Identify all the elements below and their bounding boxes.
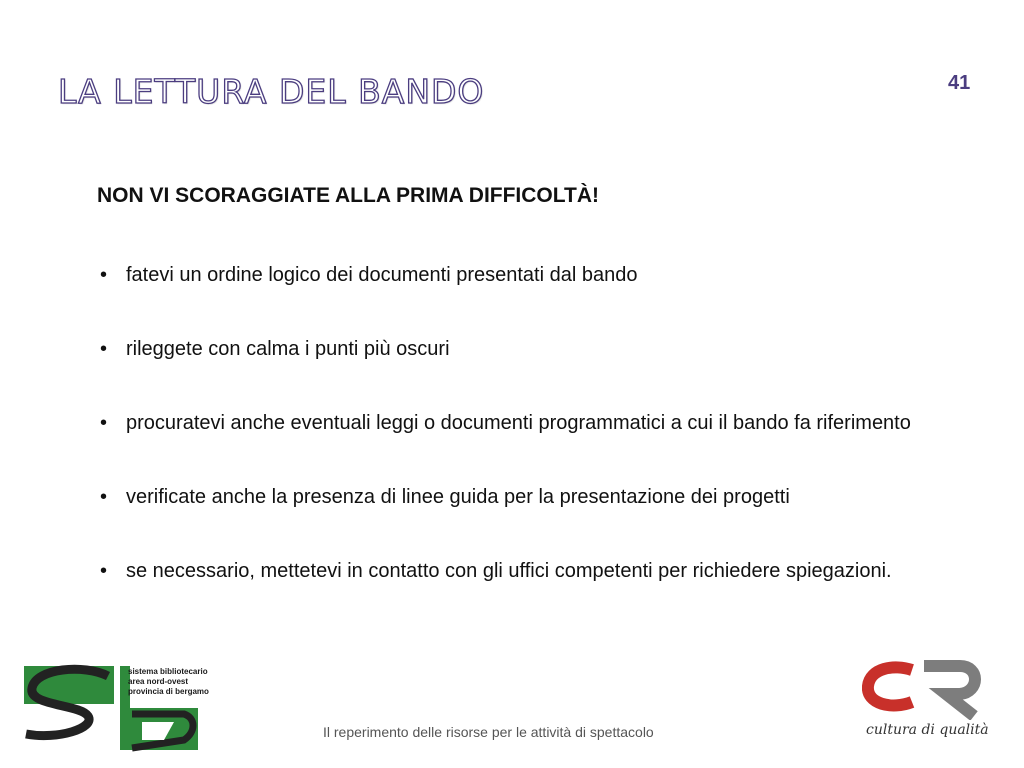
- slide-title: LA LETTURA DEL BANDO: [58, 72, 485, 111]
- bullet-text: rileggete con calma i punti più oscuri: [126, 338, 450, 360]
- bullet-text: fatevi un ordine logico dei documenti presentati dal bando: [126, 264, 638, 286]
- footer-text: Il reperimento delle risorse per le attività di spettacolo: [323, 724, 654, 740]
- bullet-text: verificate anche la presenza di linee guida per la presentazione dei progetti: [126, 486, 790, 508]
- cq-logo-tagline: cultura di qualità: [866, 722, 989, 738]
- list-item: [97, 482, 947, 512]
- bullet-marker: •: [100, 486, 108, 508]
- page-number: 41: [948, 72, 971, 94]
- cq-logo-icon: [862, 658, 986, 720]
- bullet-marker: •: [100, 560, 108, 582]
- bullet-list: [97, 260, 947, 630]
- bullet-marker: •: [100, 338, 108, 360]
- bullet-text: se necessario, mettetevi in contatto con gli uffici competenti per richiedere spiegazioni.: [126, 560, 892, 582]
- list-item: [97, 334, 947, 364]
- bullet-marker: •: [100, 412, 108, 434]
- slide-heading: NON VI SCORAGGIATE ALLA PRIMA DIFFICOLTÀ!: [97, 184, 600, 207]
- bullet-text: procuratevi anche eventuali leggi o documenti programmatici a cui il bando fa riferimento: [126, 412, 911, 434]
- list-item: [97, 260, 947, 290]
- list-item: [97, 408, 947, 438]
- sb-logo-text: sistema bibliotecario area nord-ovest provincia di bergamo: [128, 667, 209, 696]
- list-item: [97, 556, 947, 586]
- bullet-marker: •: [100, 264, 108, 286]
